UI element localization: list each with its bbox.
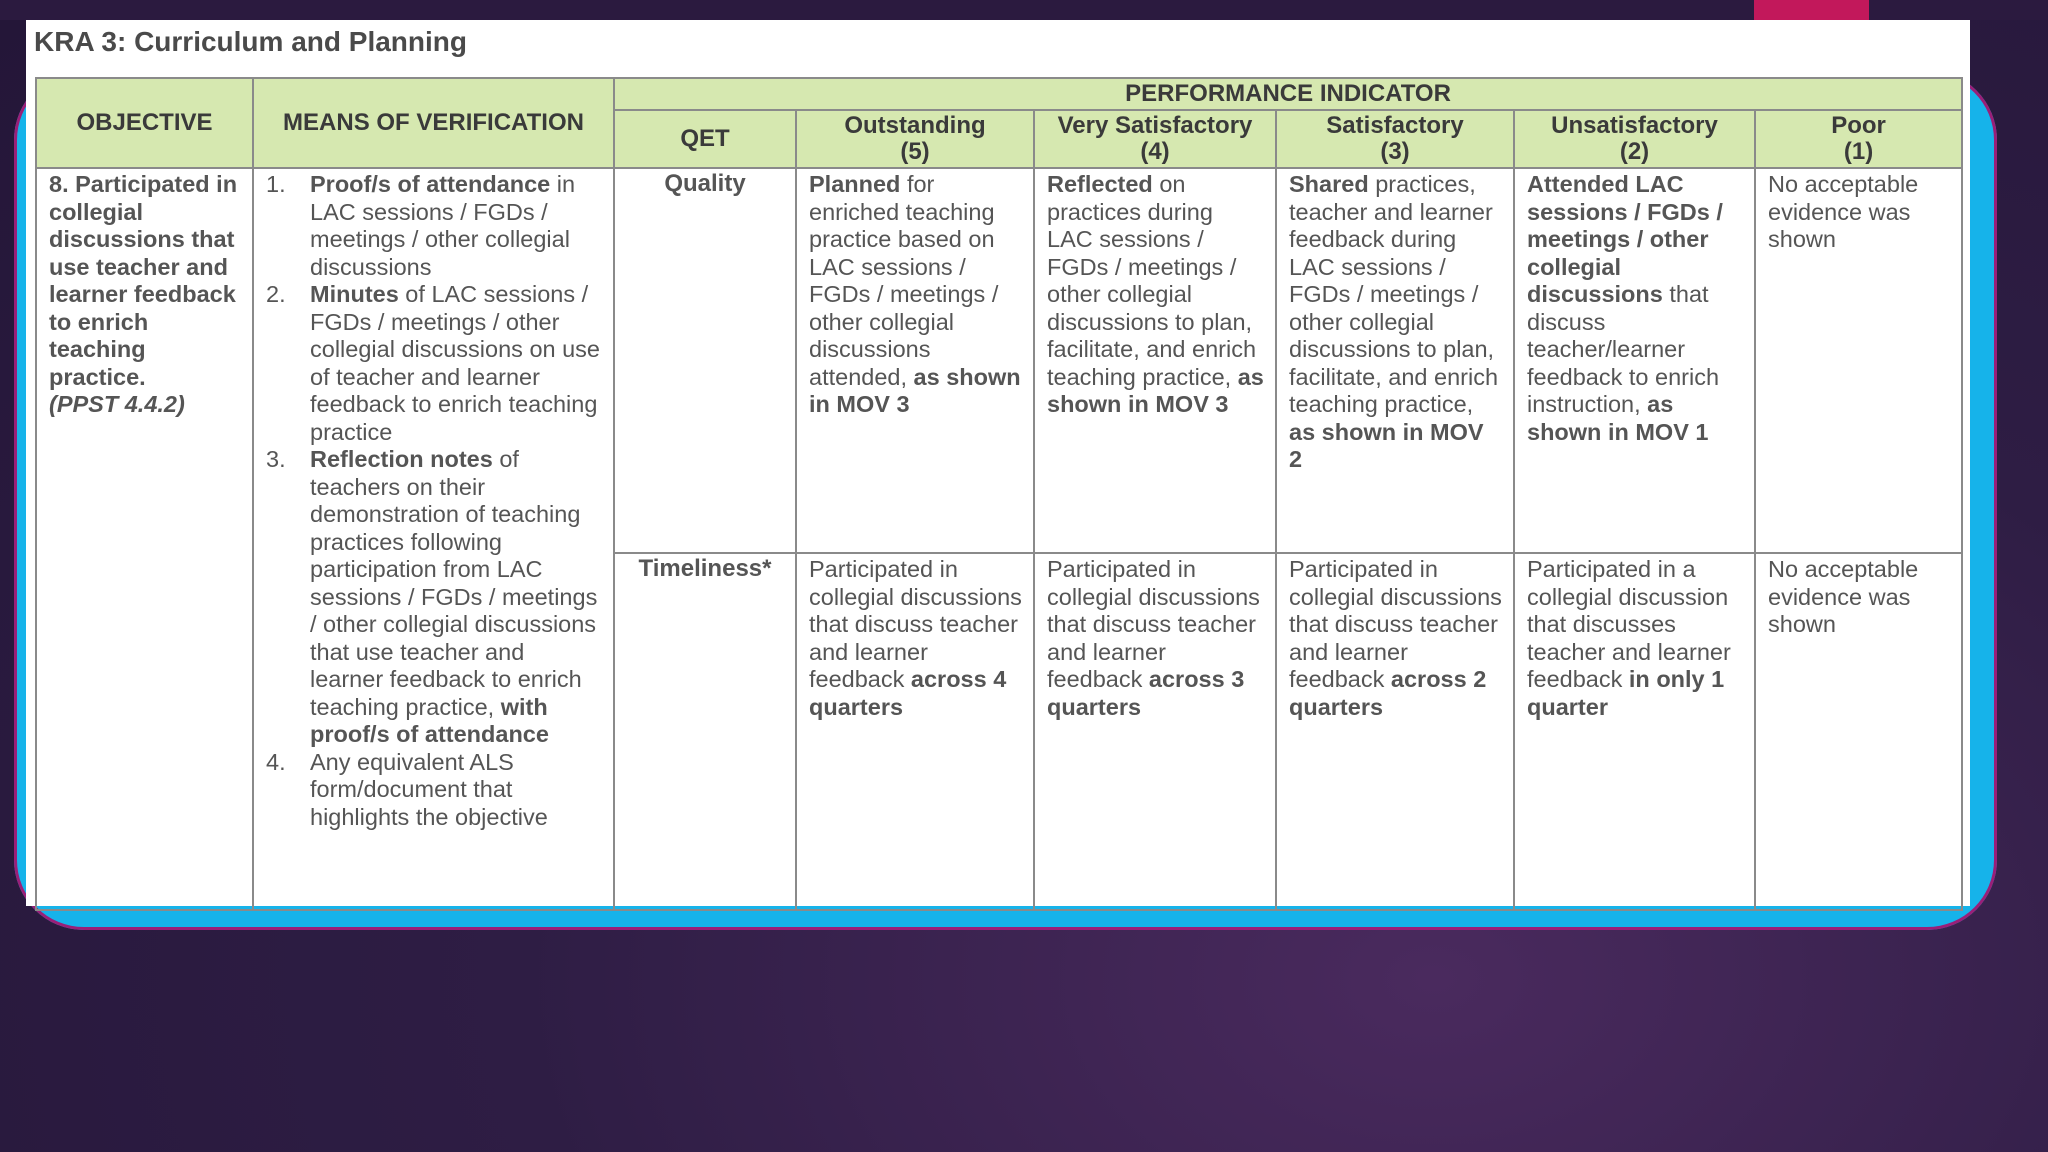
cell-text: for enriched teaching practice based on LAC sessions / FGDs / meetings / other collegial discussions attended,	[809, 171, 999, 390]
quality-very-satisfactory-cell	[1034, 168, 1276, 553]
kra-table	[35, 77, 1963, 911]
header-means-of-verification: MEANS OF VERIFICATION	[253, 78, 614, 168]
means-item	[266, 749, 603, 832]
cell-text: Participated in collegial discussions that discuss teacher and learner feedback	[809, 556, 1022, 692]
cell-text: practices, teacher and learner feedback during LAC sessions / FGDs / meetings / other collegial discussions to plan, facilitate, and enrich teaching practice,	[1289, 171, 1499, 417]
means-item-bold-end: with proof/s of attendance	[310, 693, 549, 747]
header-level-unsatisfactory	[1514, 110, 1755, 168]
cell-text: on practices during LAC sessions / FGDs / meetings / other collegial discussions to plan, facilitate, and enrich teaching practice,	[1047, 171, 1257, 390]
header-objective: OBJECTIVE	[36, 78, 253, 168]
cell-tail: as shown in MOV 3	[1047, 363, 1264, 417]
means-item-number: 2.	[266, 281, 286, 307]
level-label: Very Satisfactory	[1057, 112, 1253, 139]
cell-lead: Reflected	[1047, 171, 1153, 197]
cell-text: Participated in collegial discussions that discuss teacher and learner feedback	[1289, 556, 1502, 692]
level-label: Outstanding	[844, 112, 986, 139]
level-score: (2)	[1619, 138, 1650, 165]
cell-text: Participated in a collegial discussion that discusses teacher and learner feedback	[1527, 556, 1731, 692]
level-score: (1)	[1843, 138, 1874, 165]
document-page	[26, 20, 1970, 906]
cell-text: that discuss teacher/learner feedback to enrich instruction,	[1527, 281, 1720, 417]
means-item-number: 1.	[266, 171, 286, 197]
means-item-text: of LAC sessions / FGDs / meetings / other collegial discussions on use of teacher and learner feedback to enrich teaching practice	[310, 281, 600, 445]
level-label: Poor	[1831, 112, 1886, 139]
timeliness-outstanding-cell	[796, 553, 1034, 910]
header-level-poor	[1755, 110, 1962, 168]
top-strip	[0, 0, 2048, 20]
quality-unsatisfactory-cell	[1514, 168, 1755, 553]
cell-tail: across 2 quarters	[1289, 666, 1487, 720]
top-accent-bar	[1754, 0, 1869, 20]
means-item	[266, 446, 603, 749]
cell-text: No acceptable evidence was shown	[1768, 556, 1919, 637]
cell-text: Participated in collegial discussions that discuss teacher and learner feedback	[1047, 556, 1260, 692]
header-level-very-satisfactory	[1034, 110, 1276, 168]
cell-lead: Shared	[1289, 171, 1369, 197]
timeliness-satisfactory-cell	[1276, 553, 1514, 910]
quality-satisfactory-cell	[1276, 168, 1514, 553]
header-qet: QET	[614, 110, 796, 168]
level-label: Satisfactory	[1326, 112, 1464, 139]
means-item-bold: Reflection notes	[310, 446, 493, 472]
header-performance-indicator: PERFORMANCE INDICATOR	[614, 78, 1962, 110]
cell-tail: across 3 quarters	[1047, 666, 1245, 720]
means-list	[266, 171, 603, 831]
cell-tail: as shown in MOV 2	[1289, 418, 1484, 472]
cell-lead: Planned	[809, 171, 901, 197]
qet-timeliness: Timeliness*	[614, 553, 796, 910]
means-item-text: of teachers on their demonstration of teaching practices following participation from LAC sessions / FGDs / meetings / other collegial discussions that use teacher and learner feedback to enrich teaching practice,	[310, 446, 598, 720]
means-item	[266, 171, 603, 281]
timeliness-unsatisfactory-cell	[1514, 553, 1755, 910]
means-item-text: Any equivalent ALS form/document that highlights the objective	[310, 748, 548, 830]
level-label: Unsatisfactory	[1551, 112, 1718, 139]
cell-tail: as shown in MOV 3	[809, 363, 1021, 417]
cell-text: No acceptable evidence was shown	[1768, 171, 1919, 252]
quality-outstanding-cell	[796, 168, 1034, 553]
objective-cell	[36, 168, 253, 910]
cell-tail: in only 1 quarter	[1527, 666, 1725, 720]
means-of-verification-cell	[253, 168, 614, 910]
level-score: (4)	[1140, 138, 1170, 165]
objective-text: 8. Participated in collegial discussions that use teacher and learner feedback to enrich teaching practice.	[49, 171, 238, 390]
level-score: (3)	[1380, 138, 1410, 165]
header-level-satisfactory	[1276, 110, 1514, 168]
qet-quality: Quality	[614, 168, 796, 553]
objective-reference: (PPST 4.4.2)	[49, 391, 185, 417]
cell-lead: Attended LAC sessions / FGDs / meetings / other collegial discussions	[1527, 171, 1723, 307]
means-item-number: 4.	[266, 748, 286, 775]
means-item-bold: Minutes	[310, 281, 399, 307]
level-score: (5)	[900, 138, 930, 165]
means-item-bold: Proof/s of attendance	[310, 171, 551, 197]
quality-poor-cell	[1755, 168, 1962, 553]
cell-tail: as shown in MOV 1	[1527, 391, 1709, 445]
header-level-outstanding	[796, 110, 1034, 168]
page-title: KRA 3: Curriculum and Planning	[34, 26, 467, 57]
timeliness-very-satisfactory-cell	[1034, 553, 1276, 910]
means-item-text: in LAC sessions / FGDs / meetings / other collegial discussions	[310, 171, 576, 280]
means-item	[266, 281, 603, 446]
cell-tail: across 4 quarters	[809, 666, 1007, 720]
timeliness-poor-cell	[1755, 553, 1962, 910]
means-item-number: 3.	[266, 446, 286, 472]
